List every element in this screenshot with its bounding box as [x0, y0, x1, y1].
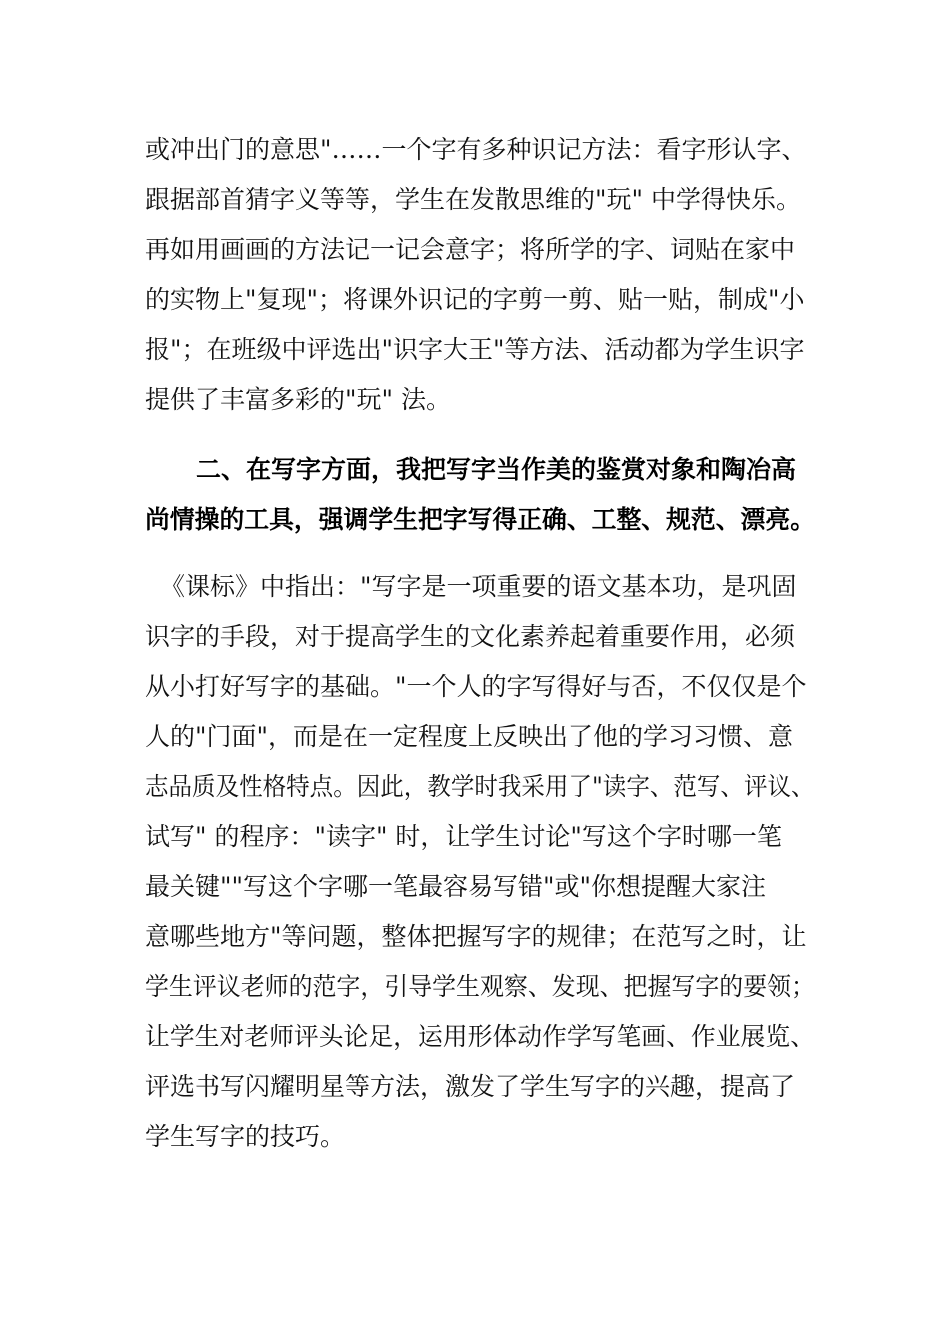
text-line: 识字的手段，对于提高学生的文化素养起着重要作用，必须	[145, 622, 796, 651]
text-line: 学生评议老师的范字，引导学生观察、发现、把握写字的要领；	[145, 972, 815, 1001]
text-line: 从小打好写字的基础。"一个人的字写得好与否，不仅仅是个	[145, 672, 807, 701]
text-line: 再如用画画的方法记一记会意字；将所学的字、词贴在家中	[145, 235, 796, 264]
text-line: 评选书写闪耀明星等方法，激发了学生写字的兴趣，提高了	[145, 1072, 796, 1101]
text-line: 志品质及性格特点。因此，教学时我采用了"读字、范写、评议、	[145, 772, 815, 801]
heading-line: 二、在写字方面，我把写字当作美的鉴赏对象和陶冶高	[196, 455, 797, 484]
text-line: 或冲出门的意思"……一个字有多种识记方法：看字形认字、	[145, 135, 807, 164]
heading-line: 尚情操的工具，强调学生把字写得正确、工整、规范、漂亮。	[145, 505, 816, 534]
text-line: 跟据部首猜字义等等，学生在发散思维的"玩" 中学得快乐。	[145, 185, 801, 214]
text-line: 人的"门面"，而是在一定程度上反映出了他的学习习惯、意	[145, 722, 794, 751]
text-line: 让学生对老师评头论足，运用形体动作学写笔画、作业展览、	[145, 1022, 816, 1051]
text-line: 报"；在班级中评选出"识字大王"等方法、活动都为学生识字	[145, 335, 805, 364]
text-line: 学生写字的技巧。	[145, 1122, 346, 1151]
text-line: 最关键""写这个字哪一笔最容易写错"或"你想提醒大家注	[145, 872, 766, 901]
text-line: 的实物上"复现"；将课外识记的字剪一剪、贴一贴，制成"小	[145, 285, 805, 314]
text-line: 意哪些地方"等问题，整体把握写字的规律；在范写之时，让	[145, 922, 807, 951]
text-line: 提供了丰富多彩的"玩" 法。	[145, 385, 451, 414]
text-line: 《课标》中指出："写字是一项重要的语文基本功，是巩固	[160, 572, 797, 601]
text-line: 试写" 的程序："读字" 时，让学生讨论"写这个字时哪一笔	[145, 822, 782, 851]
